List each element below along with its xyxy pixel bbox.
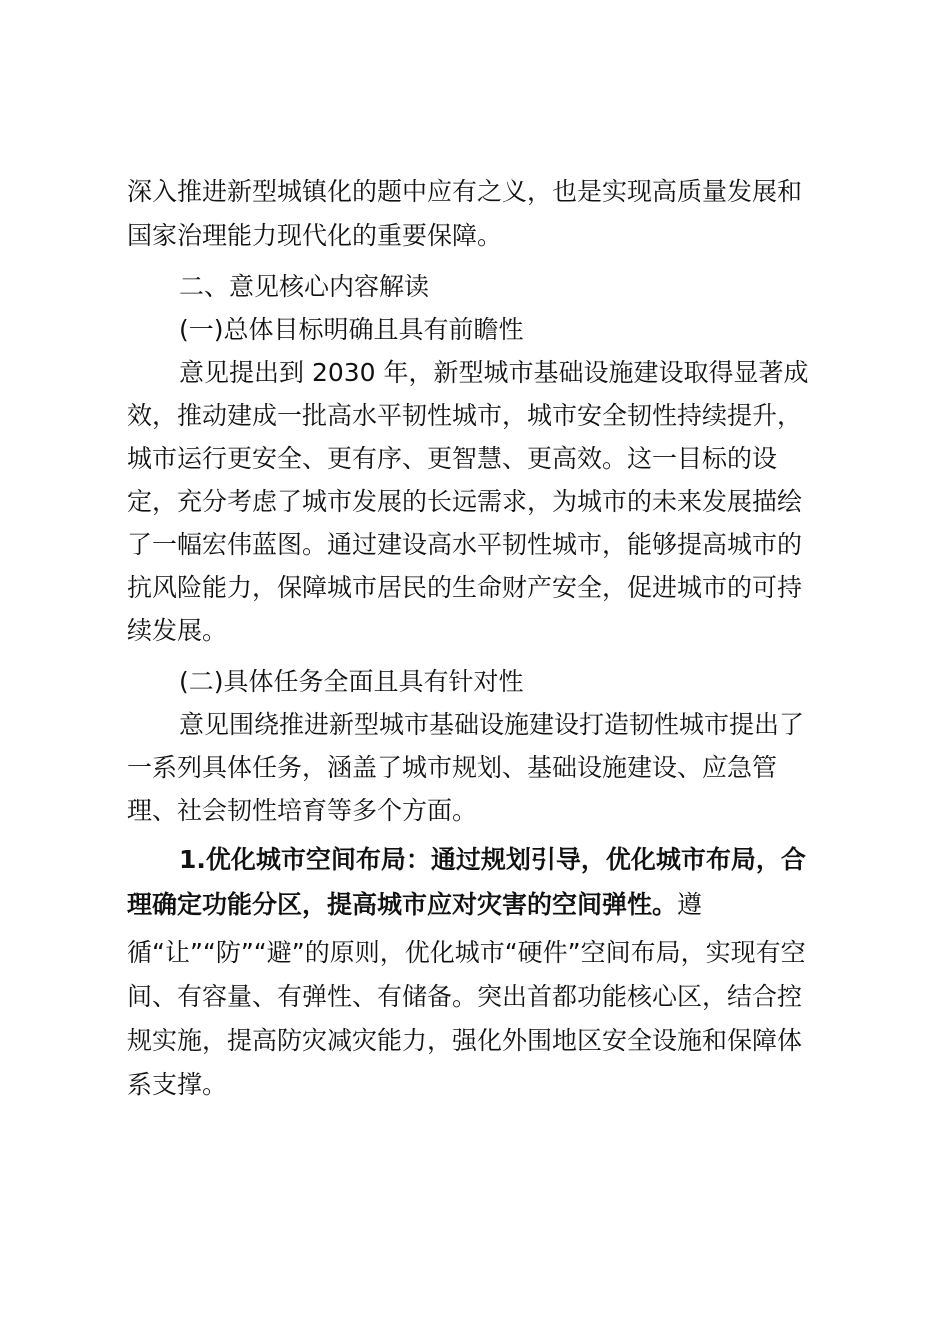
subheading-specific-tasks: (二)具体任务全面且具有针对性 [179,667,524,696]
task-1-heading-line-2-container [127,883,702,927]
task-1-body-line-4: 规实施，提高防灾减灾能力，强化外围地区安全设施和保障体 [127,1026,803,1055]
paragraph-1-line-2: 国家治理能力现代化的重要保障。 [127,221,503,250]
paragraph-2-line-1: 意见提出到 2030 年，新型城市基础设施建设取得显著成 [179,358,809,387]
paragraph-2-line-6: 抗风险能力，保障城市居民的生命财产安全，促进城市的可持 [127,573,803,602]
task-1-body-start: 遵 [677,890,703,919]
paragraph-3-line-2: 一系列具体任务，涵盖了城市规划、基础设施建设、应急管 [127,753,778,782]
paragraph-3-line-3: 理、社会韧性培育等多个方面。 [127,796,478,825]
task-1-body-line-5: 系支撑。 [127,1070,228,1099]
section-heading-2: 二、意见核心内容解读 [179,272,430,301]
paragraph-2-line-3: 城市运行更安全、更有序、更智慧、更高效。这一目标的设 [127,444,778,473]
paragraph-2-line-7: 续发展。 [127,616,228,645]
task-1-body-line-3: 间、有容量、有弹性、有储备。突出首都功能核心区，结合控 [127,982,803,1011]
paragraph-2-line-2: 效，推动建成一批高水平韧性城市，城市安全韧性持续提升， [127,401,803,430]
paragraph-2-line-5: 了一幅宏伟蓝图。通过建设高水平韧性城市，能够提高城市的 [127,530,803,559]
subheading-overall-goal: (一)总体目标明确且具有前瞻性 [179,315,524,344]
paragraph-1-line-1: 深入推进新型城镇化的题中应有之义，也是实现高质量发展和 [127,177,803,206]
task-1-body-line-2: 循“让”“防”“避”的原则，优化城市“硬件”空间布局，实现有空 [127,938,806,967]
paragraph-2-line-4: 定，充分考虑了城市发展的长远需求，为城市的未来发展描绘 [127,487,803,516]
task-1-heading-line-1: 1.优化城市空间布局：通过规划引导，优化城市布局，合 [179,845,806,874]
paragraph-3-line-1: 意见围绕推进新型城市基础设施建设打造韧性城市提出了 [179,710,805,739]
task-1-heading-line-2: 理确定功能分区，提高城市应对灾害的空间弹性。 [127,890,678,919]
